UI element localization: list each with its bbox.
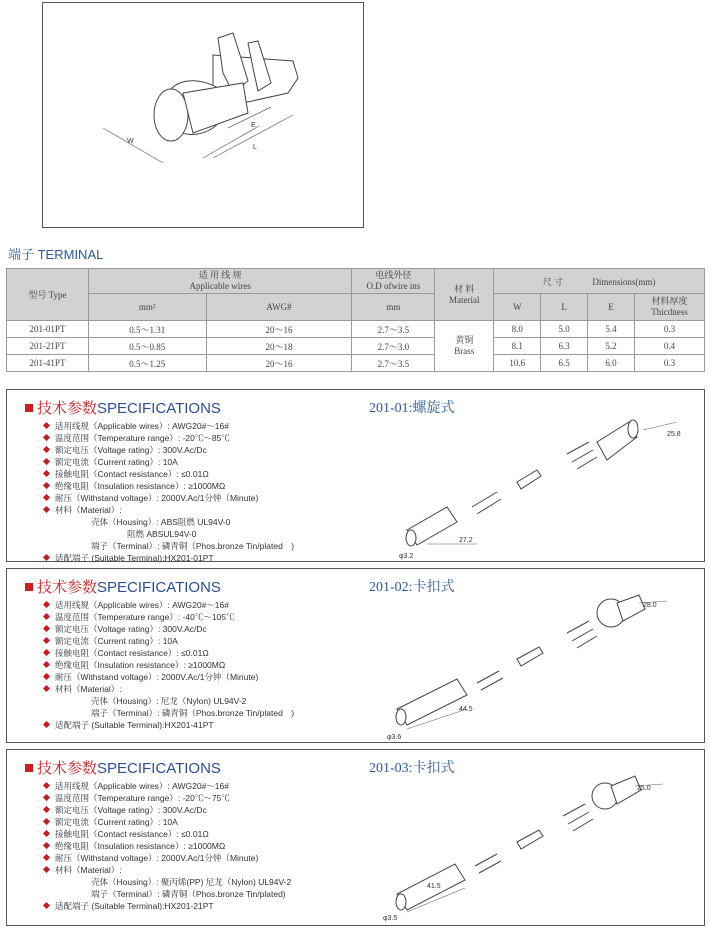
col-applicable: 适 用 线 规 Applicable wires bbox=[88, 269, 352, 294]
col-awg: AWG# bbox=[206, 294, 352, 321]
col-mm: mm bbox=[352, 294, 435, 321]
list-item: 适用线规（Applicable wires）: AWG20#～16# bbox=[43, 780, 291, 792]
terminal-drawing bbox=[42, 2, 364, 228]
col-e: E bbox=[588, 294, 635, 321]
col-material: 材 料 Material bbox=[435, 269, 494, 321]
bullet-square-icon bbox=[25, 764, 33, 772]
list-item: 额定电压（Voltage rating）: 300V.Ac/Dc bbox=[43, 444, 294, 456]
diamond-bullet-icon bbox=[43, 458, 50, 465]
col-w: W bbox=[494, 294, 541, 321]
list-item: 耐压（Withstand voltage）: 2000V.Ac/1分钟（Minute) bbox=[43, 852, 291, 864]
dim-label: 27.2 bbox=[459, 537, 473, 544]
material-line: 壳体（Housing）: 聚丙烯(PP) 尼龙（Nylon) UL94V-2 bbox=[91, 877, 292, 887]
diamond-bullet-icon bbox=[43, 470, 50, 477]
diamond-bullet-icon bbox=[43, 866, 50, 873]
col-mm2: mm² bbox=[88, 294, 206, 321]
col-od: 电线外径 O.D ofwire ins bbox=[352, 269, 435, 294]
diamond-bullet-icon bbox=[43, 613, 50, 620]
diamond-bullet-icon bbox=[43, 902, 50, 909]
spec-panel-201-03 bbox=[6, 749, 705, 926]
diamond-bullet-icon bbox=[43, 818, 50, 825]
diamond-bullet-icon bbox=[43, 830, 50, 837]
list-item: 接触电阻（Contact resistance）: ≤0.01Ω bbox=[43, 647, 294, 659]
dim-label: φ3.5 bbox=[383, 915, 398, 922]
list-item: 额定电流（Current rating）: 10A bbox=[43, 816, 291, 828]
dim-label: 41.5 bbox=[427, 883, 441, 890]
list-item: 适配端子 (Suitable Terminal):HX201-21PT bbox=[43, 900, 291, 912]
terminal-heading: 端子 TERMINAL bbox=[8, 247, 104, 262]
diamond-bullet-icon bbox=[43, 721, 50, 728]
list-item: 绝缘电阻（Insulation resistance）: ≥1000MΩ bbox=[43, 480, 294, 492]
col-thickness: 材料厚度 Thicdness bbox=[635, 294, 705, 321]
diamond-bullet-icon bbox=[43, 782, 50, 789]
terminal-table bbox=[6, 268, 705, 372]
dim-l-label: L bbox=[253, 144, 257, 151]
dim-label: 44.5 bbox=[459, 706, 473, 713]
diamond-bullet-icon bbox=[43, 842, 50, 849]
connector-exploded-drawing bbox=[367, 412, 703, 562]
list-item: 温度范围（Temperature range）: -40℃～105℃ bbox=[43, 611, 294, 623]
spec-list bbox=[43, 420, 294, 564]
diamond-bullet-icon bbox=[43, 854, 50, 861]
list-item: 耐压（Withstand voltage）: 2000V.Ac/1分钟（Minute) bbox=[43, 671, 294, 683]
dim-label: φ3.2 bbox=[399, 553, 414, 560]
list-item: 接触电阻（Contact resistance）: ≤0.01Ω bbox=[43, 468, 294, 480]
material-line: 端子（Terminal）: 磷青铜（Phos.bronze Tin/plated) bbox=[91, 889, 286, 899]
material-line: 端子（Terminal）: 磷青铜（Phos.bronze Tin/plated ) bbox=[91, 708, 295, 718]
list-item: 适用线规（Applicable wires）: AWG20#～16# bbox=[43, 599, 294, 611]
diamond-bullet-icon bbox=[43, 494, 50, 501]
dim-label: 25.0 bbox=[637, 785, 651, 792]
list-item: 接触电阻（Contact resistance）: ≤0.01Ω bbox=[43, 828, 291, 840]
list-item: 耐压（Withstand voltage）: 2000V.Ac/1分钟（Minute) bbox=[43, 492, 294, 504]
diamond-bullet-icon bbox=[43, 446, 50, 453]
col-l: L bbox=[541, 294, 588, 321]
diamond-bullet-icon bbox=[43, 506, 50, 513]
bullet-square-icon bbox=[25, 583, 33, 591]
dim-e-label: E bbox=[251, 122, 256, 129]
connector-exploded-drawing bbox=[367, 591, 703, 741]
spec-panel-201-01 bbox=[6, 389, 705, 562]
table-row: 201-01PT 0.5～1.31 20～16 2.7～3.5 黄铜 Brass 8.0 5.0 5.4 0.3 bbox=[7, 321, 705, 338]
dim-label: φ3.6 bbox=[387, 734, 402, 741]
diamond-bullet-icon bbox=[43, 554, 50, 561]
spec-list bbox=[43, 780, 291, 912]
diamond-bullet-icon bbox=[43, 422, 50, 429]
diamond-bullet-icon bbox=[43, 649, 50, 656]
material-line: 壳体（Housing）: 尼龙（Nylon) UL94V-2 bbox=[91, 696, 247, 706]
list-item: 适用线规（Applicable wires）: AWG20#～16# bbox=[43, 420, 294, 432]
spec-panel-201-02 bbox=[6, 568, 705, 743]
panel-title: 技术参数SPECIFICATIONS bbox=[25, 397, 221, 418]
connector-exploded-drawing bbox=[367, 772, 703, 922]
diamond-bullet-icon bbox=[43, 806, 50, 813]
diamond-bullet-icon bbox=[43, 434, 50, 441]
diamond-bullet-icon bbox=[43, 685, 50, 692]
material-line: 端子（Terminal）: 磷青铜（Phos.bronze Tin/plated ) bbox=[91, 541, 295, 551]
list-item: 额定电压（Voltage rating）: 300V.Ac/Dc bbox=[43, 804, 291, 816]
diamond-bullet-icon bbox=[43, 625, 50, 632]
material-cell: 黄铜 Brass bbox=[435, 321, 494, 372]
list-item: 材料（Material）: bbox=[43, 504, 294, 516]
material-line: 阻燃 ABSUL94V-0 bbox=[127, 529, 197, 539]
col-dimensions: 尺 寸 Dimensions(mm) bbox=[494, 269, 705, 294]
list-item: 额定电流（Current rating）: 10A bbox=[43, 456, 294, 468]
panel-title: 技术参数SPECIFICATIONS bbox=[25, 757, 221, 778]
list-item: 温度范围（Temperature range）: -20℃～85℃ bbox=[43, 432, 294, 444]
diamond-bullet-icon bbox=[43, 482, 50, 489]
dim-label: 25.8 bbox=[667, 431, 681, 438]
list-item: 适配端子 (Suitable Terminal):HX201-41PT bbox=[43, 719, 294, 731]
list-item: 绝缘电阻（Insulation resistance）: ≥1000MΩ bbox=[43, 659, 294, 671]
dim-label: 28.0 bbox=[643, 602, 657, 609]
table-row: 201-21PT 0.5～0.85 20～18 2.7～3.0 8.1 6.3 5.2 0.4 bbox=[7, 338, 705, 355]
list-item: 材料（Material）: bbox=[43, 864, 291, 876]
dim-w-label: W bbox=[127, 138, 134, 145]
terminal-illustration bbox=[43, 3, 363, 227]
diamond-bullet-icon bbox=[43, 661, 50, 668]
panel-title: 技术参数SPECIFICATIONS bbox=[25, 576, 221, 597]
diamond-bullet-icon bbox=[43, 637, 50, 644]
material-line: 壳体（Housing）: ABS阻燃 UL94V-0 bbox=[91, 517, 231, 527]
col-type: 型号 Type bbox=[7, 269, 89, 321]
diamond-bullet-icon bbox=[43, 601, 50, 608]
variant-label: 201-03:卡扣式 bbox=[369, 761, 455, 776]
spec-list bbox=[43, 599, 294, 731]
table-row: 201-41PT 0.5～1.25 20～16 2.7～3.5 10.6 6.5 6.0 0.3 bbox=[7, 355, 705, 372]
list-item: 适配端子 (Suitable Terminal):HX201-01PT bbox=[43, 552, 294, 564]
variant-label: 201-02:卡扣式 bbox=[369, 580, 455, 595]
diamond-bullet-icon bbox=[43, 794, 50, 801]
list-item: 温度范围（Temperature range）: -20℃～75℃ bbox=[43, 792, 291, 804]
list-item: 额定电压（Voltage rating）: 300V.Ac/Dc bbox=[43, 623, 294, 635]
list-item: 材料（Material）: bbox=[43, 683, 294, 695]
list-item: 绝缘电阻（Insulation resistance）: ≥1000MΩ bbox=[43, 840, 291, 852]
variant-label: 201-01:螺旋式 bbox=[369, 401, 455, 416]
list-item: 额定电流（Current rating）: 10A bbox=[43, 635, 294, 647]
diamond-bullet-icon bbox=[43, 673, 50, 680]
bullet-square-icon bbox=[25, 404, 33, 412]
